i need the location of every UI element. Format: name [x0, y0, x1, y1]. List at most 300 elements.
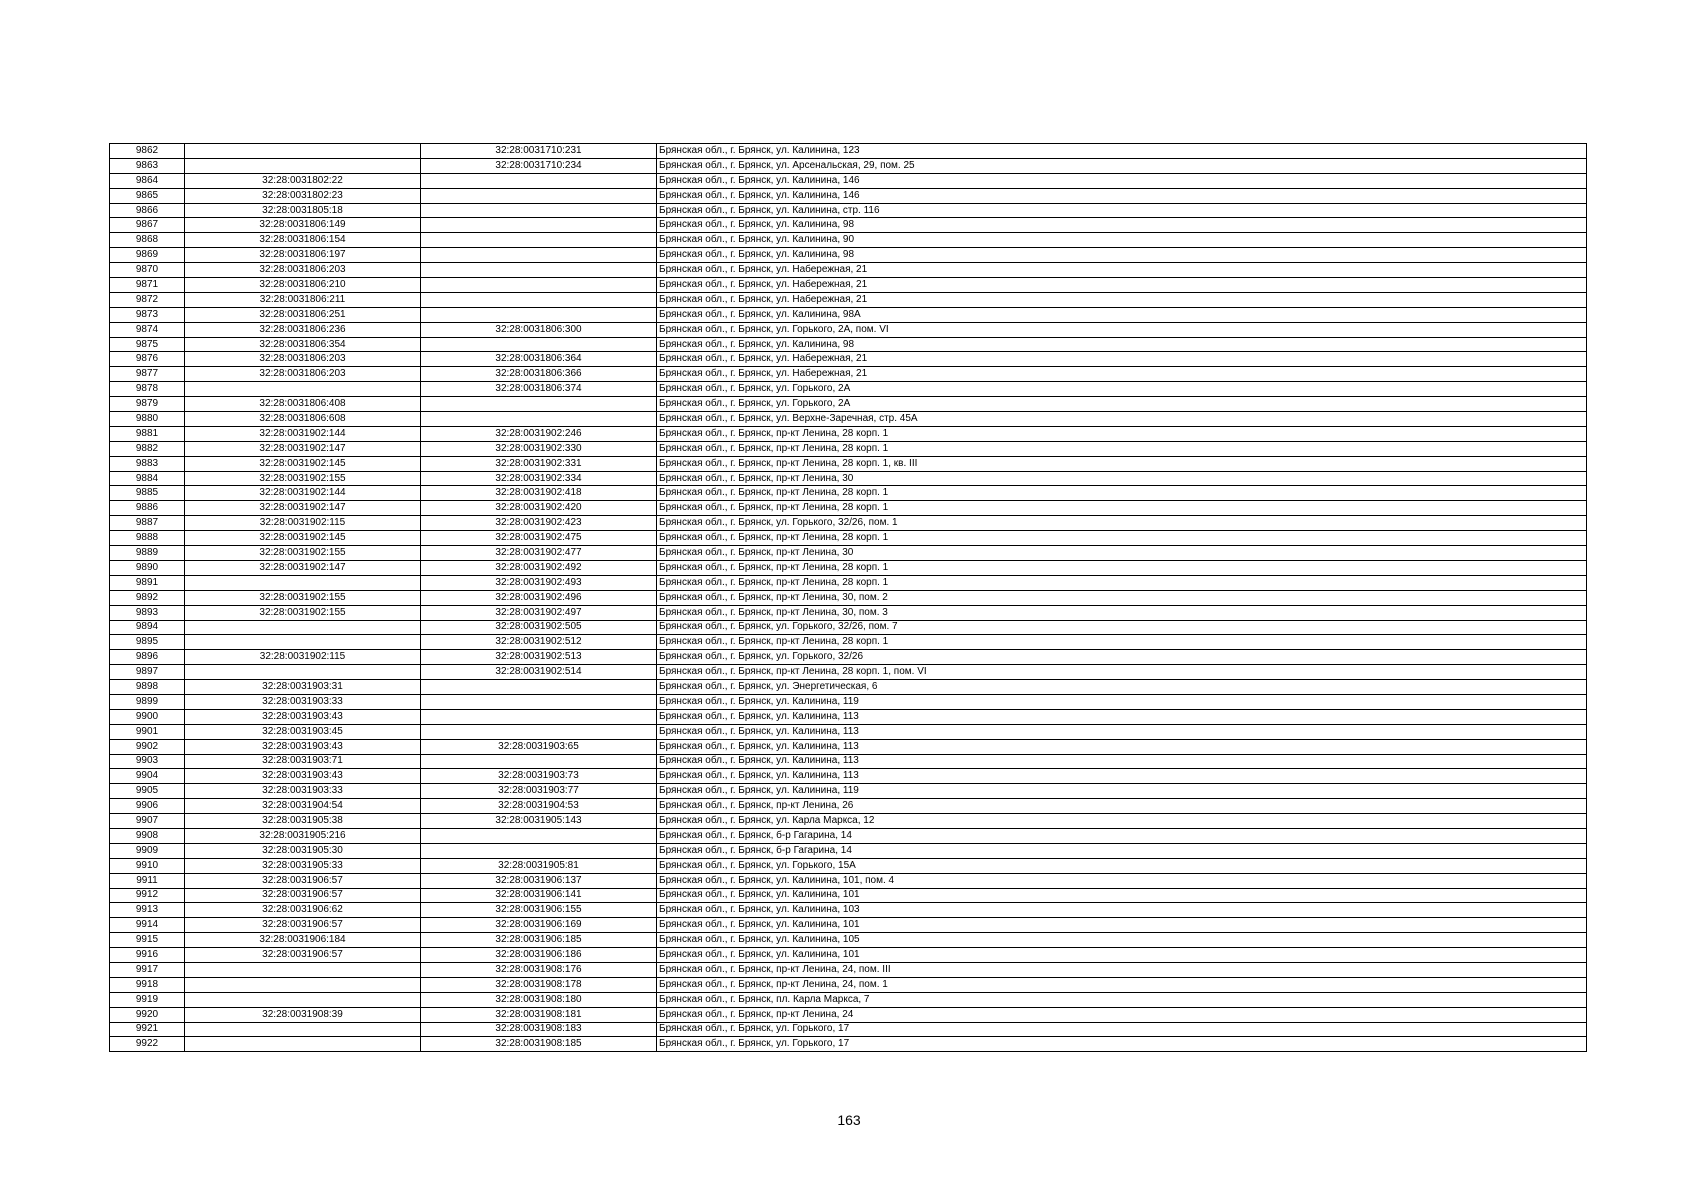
table-row: [110, 501, 1587, 516]
row-number-cell: 9888: [110, 531, 185, 546]
address-cell: Брянская обл., г. Брянск, ул. Карла Маркса, 12: [657, 814, 1587, 829]
table-row: [110, 218, 1587, 233]
row-number-cell: 9907: [110, 814, 185, 829]
row-number-cell: 9891: [110, 575, 185, 590]
row-number-cell: 9878: [110, 382, 185, 397]
address-cell: Брянская обл., г. Брянск, ул. Калинина, 113: [657, 769, 1587, 784]
row-number-cell: 9916: [110, 948, 185, 963]
address-cell: Брянская обл., г. Брянск, ул. Калинина, 101: [657, 918, 1587, 933]
address-cell: Брянская обл., г. Брянск, ул. Калинина, 119: [657, 784, 1587, 799]
address-cell: Брянская обл., г. Брянск, ул. Калинина, стр. 116: [657, 203, 1587, 218]
object-number-cell: 32:28:0031902:420: [421, 501, 657, 516]
parcel-number-cell: 32:28:0031806:408: [185, 397, 421, 412]
row-number-cell: 9862: [110, 144, 185, 159]
object-number-cell: 32:28:0031902:423: [421, 516, 657, 531]
address-cell: Брянская обл., г. Брянск, ул. Горького, 15А: [657, 858, 1587, 873]
address-cell: Брянская обл., г. Брянск, ул. Калинина, 98: [657, 218, 1587, 233]
address-cell: Брянская обл., г. Брянск, ул. Горького, 2А: [657, 397, 1587, 412]
table-row: [110, 992, 1587, 1007]
table-row: [110, 814, 1587, 829]
address-cell: Брянская обл., г. Брянск, ул. Калинина, 90: [657, 233, 1587, 248]
address-cell: Брянская обл., г. Брянск, ул. Калинина, 113: [657, 754, 1587, 769]
object-number-cell: [421, 248, 657, 263]
row-number-cell: 9879: [110, 397, 185, 412]
object-number-cell: [421, 292, 657, 307]
parcel-number-cell: [185, 144, 421, 159]
table-row: [110, 531, 1587, 546]
parcel-number-cell: 32:28:0031906:57: [185, 873, 421, 888]
table-row: [110, 948, 1587, 963]
parcel-number-cell: 32:28:0031806:203: [185, 367, 421, 382]
parcel-number-cell: 32:28:0031802:23: [185, 188, 421, 203]
row-number-cell: 9922: [110, 1037, 185, 1052]
row-number-cell: 9881: [110, 426, 185, 441]
row-number-cell: 9920: [110, 1007, 185, 1022]
row-number-cell: 9897: [110, 665, 185, 680]
parcel-number-cell: 32:28:0031902:145: [185, 456, 421, 471]
parcel-number-cell: [185, 382, 421, 397]
row-number-cell: 9867: [110, 218, 185, 233]
address-cell: Брянская обл., г. Брянск, ул. Набережная, 21: [657, 352, 1587, 367]
parcel-number-cell: 32:28:0031906:57: [185, 948, 421, 963]
row-number-cell: 9910: [110, 858, 185, 873]
table-row: [110, 873, 1587, 888]
table-row: [110, 977, 1587, 992]
row-number-cell: 9906: [110, 799, 185, 814]
row-number-cell: 9885: [110, 486, 185, 501]
object-number-cell: [421, 828, 657, 843]
parcel-number-cell: 32:28:0031806:149: [185, 218, 421, 233]
parcel-number-cell: 32:28:0031806:354: [185, 337, 421, 352]
table-row: [110, 754, 1587, 769]
registry-table-body: [110, 144, 1587, 1052]
parcel-number-cell: 32:28:0031902:147: [185, 501, 421, 516]
address-cell: Брянская обл., г. Брянск, ул. Набережная, 21: [657, 292, 1587, 307]
table-row: [110, 635, 1587, 650]
table-row: [110, 590, 1587, 605]
address-cell: Брянская обл., г. Брянск, пр-кт Ленина, 24, пом. 1: [657, 977, 1587, 992]
object-number-cell: 32:28:0031806:366: [421, 367, 657, 382]
address-cell: Брянская обл., г. Брянск, ул. Калинина, 123: [657, 144, 1587, 159]
object-number-cell: 32:28:0031906:186: [421, 948, 657, 963]
table-row: [110, 888, 1587, 903]
row-number-cell: 9871: [110, 278, 185, 293]
address-cell: Брянская обл., г. Брянск, ул. Калинина, 113: [657, 724, 1587, 739]
row-number-cell: 9877: [110, 367, 185, 382]
table-row: [110, 933, 1587, 948]
object-number-cell: 32:28:0031903:65: [421, 739, 657, 754]
row-number-cell: 9921: [110, 1022, 185, 1037]
row-number-cell: 9898: [110, 680, 185, 695]
parcel-number-cell: 32:28:0031806:203: [185, 352, 421, 367]
address-cell: Брянская обл., г. Брянск, ул. Горького, 2А: [657, 382, 1587, 397]
parcel-number-cell: [185, 158, 421, 173]
object-number-cell: [421, 278, 657, 293]
table-row: [110, 575, 1587, 590]
parcel-number-cell: 32:28:0031908:39: [185, 1007, 421, 1022]
parcel-number-cell: 32:28:0031806:236: [185, 322, 421, 337]
address-cell: Брянская обл., г. Брянск, пр-кт Ленина, 30, пом. 2: [657, 590, 1587, 605]
object-number-cell: [421, 337, 657, 352]
object-number-cell: 32:28:0031906:137: [421, 873, 657, 888]
address-cell: Брянская обл., г. Брянск, ул. Арсенальская, 29, пом. 25: [657, 158, 1587, 173]
address-cell: Брянская обл., г. Брянск, ул. Калинина, 146: [657, 188, 1587, 203]
address-cell: Брянская обл., г. Брянск, ул. Горького, 17: [657, 1022, 1587, 1037]
object-number-cell: 32:28:0031902:330: [421, 441, 657, 456]
table-row: [110, 292, 1587, 307]
address-cell: Брянская обл., г. Брянск, пр-кт Ленина, 24, пом. III: [657, 962, 1587, 977]
parcel-number-cell: [185, 962, 421, 977]
parcel-number-cell: 32:28:0031903:71: [185, 754, 421, 769]
address-cell: Брянская обл., г. Брянск, пр-кт Ленина, 28 корп. 1: [657, 531, 1587, 546]
table-row: [110, 173, 1587, 188]
parcel-number-cell: 32:28:0031903:43: [185, 739, 421, 754]
parcel-number-cell: 32:28:0031902:155: [185, 471, 421, 486]
table-row: [110, 322, 1587, 337]
parcel-number-cell: 32:28:0031903:43: [185, 769, 421, 784]
object-number-cell: [421, 724, 657, 739]
row-number-cell: 9869: [110, 248, 185, 263]
address-cell: Брянская обл., г. Брянск, пр-кт Ленина, 28 корп. 1, пом. VI: [657, 665, 1587, 680]
parcel-number-cell: 32:28:0031902:145: [185, 531, 421, 546]
row-number-cell: 9918: [110, 977, 185, 992]
object-number-cell: 32:28:0031902:505: [421, 620, 657, 635]
address-cell: Брянская обл., г. Брянск, пр-кт Ленина, 26: [657, 799, 1587, 814]
object-number-cell: [421, 397, 657, 412]
row-number-cell: 9896: [110, 650, 185, 665]
table-row: [110, 739, 1587, 754]
row-number-cell: 9882: [110, 441, 185, 456]
address-cell: Брянская обл., г. Брянск, б-р Гагарина, 14: [657, 828, 1587, 843]
parcel-number-cell: 32:28:0031903:43: [185, 709, 421, 724]
table-row: [110, 680, 1587, 695]
address-cell: Брянская обл., г. Брянск, пр-кт Ленина, 28 корп. 1: [657, 441, 1587, 456]
row-number-cell: 9883: [110, 456, 185, 471]
parcel-number-cell: [185, 1037, 421, 1052]
row-number-cell: 9899: [110, 694, 185, 709]
address-cell: Брянская обл., г. Брянск, пр-кт Ленина, 28 корп. 1: [657, 426, 1587, 441]
parcel-number-cell: 32:28:0031906:57: [185, 888, 421, 903]
row-number-cell: 9889: [110, 546, 185, 561]
object-number-cell: 32:28:0031903:73: [421, 769, 657, 784]
parcel-number-cell: [185, 665, 421, 680]
row-number-cell: 9909: [110, 843, 185, 858]
table-row: [110, 278, 1587, 293]
object-number-cell: 32:28:0031902:475: [421, 531, 657, 546]
row-number-cell: 9887: [110, 516, 185, 531]
object-number-cell: 32:28:0031902:513: [421, 650, 657, 665]
row-number-cell: 9903: [110, 754, 185, 769]
address-cell: Брянская обл., г. Брянск, пр-кт Ленина, 30: [657, 471, 1587, 486]
table-row: [110, 352, 1587, 367]
parcel-number-cell: 32:28:0031806:203: [185, 263, 421, 278]
object-number-cell: 32:28:0031902:418: [421, 486, 657, 501]
table-row: [110, 486, 1587, 501]
table-row: [110, 441, 1587, 456]
row-number-cell: 9917: [110, 962, 185, 977]
object-number-cell: 32:28:0031710:234: [421, 158, 657, 173]
address-cell: Брянская обл., г. Брянск, ул. Калинина, 105: [657, 933, 1587, 948]
object-number-cell: 32:28:0031902:331: [421, 456, 657, 471]
parcel-number-cell: 32:28:0031906:62: [185, 903, 421, 918]
object-number-cell: 32:28:0031806:364: [421, 352, 657, 367]
parcel-number-cell: 32:28:0031902:155: [185, 590, 421, 605]
row-number-cell: 9873: [110, 307, 185, 322]
parcel-number-cell: 32:28:0031904:54: [185, 799, 421, 814]
row-number-cell: 9870: [110, 263, 185, 278]
parcel-number-cell: 32:28:0031905:216: [185, 828, 421, 843]
object-number-cell: 32:28:0031902:334: [421, 471, 657, 486]
table-row: [110, 263, 1587, 278]
row-number-cell: 9902: [110, 739, 185, 754]
row-number-cell: 9904: [110, 769, 185, 784]
row-number-cell: 9900: [110, 709, 185, 724]
address-cell: Брянская обл., г. Брянск, ул. Калинина, 101: [657, 888, 1587, 903]
table-row: [110, 337, 1587, 352]
object-number-cell: 32:28:0031903:77: [421, 784, 657, 799]
address-cell: Брянская обл., г. Брянск, пр-кт Ленина, 30: [657, 546, 1587, 561]
table-row: [110, 724, 1587, 739]
object-number-cell: 32:28:0031902:246: [421, 426, 657, 441]
table-row: [110, 426, 1587, 441]
address-cell: Брянская обл., г. Брянск, ул. Калинина, 101, пом. 4: [657, 873, 1587, 888]
table-row: [110, 367, 1587, 382]
object-number-cell: 32:28:0031902:492: [421, 560, 657, 575]
table-row: [110, 203, 1587, 218]
object-number-cell: 32:28:0031806:300: [421, 322, 657, 337]
table-row: [110, 397, 1587, 412]
parcel-number-cell: 32:28:0031902:155: [185, 546, 421, 561]
object-number-cell: 32:28:0031902:496: [421, 590, 657, 605]
address-cell: Брянская обл., г. Брянск, пр-кт Ленина, 28 корп. 1: [657, 486, 1587, 501]
table-row: [110, 843, 1587, 858]
row-number-cell: 9890: [110, 560, 185, 575]
table-row: [110, 546, 1587, 561]
table-row: [110, 382, 1587, 397]
parcel-number-cell: 32:28:0031905:33: [185, 858, 421, 873]
address-cell: Брянская обл., г. Брянск, ул. Калинина, 113: [657, 709, 1587, 724]
object-number-cell: 32:28:0031904:53: [421, 799, 657, 814]
table-row: [110, 471, 1587, 486]
object-number-cell: [421, 843, 657, 858]
object-number-cell: 32:28:0031906:155: [421, 903, 657, 918]
address-cell: Брянская обл., г. Брянск, ул. Калинина, 146: [657, 173, 1587, 188]
object-number-cell: 32:28:0031908:180: [421, 992, 657, 1007]
row-number-cell: 9868: [110, 233, 185, 248]
address-cell: Брянская обл., г. Брянск, ул. Горького, 32/26, пом. 1: [657, 516, 1587, 531]
object-number-cell: [421, 233, 657, 248]
address-cell: Брянская обл., г. Брянск, ул. Калинина, 103: [657, 903, 1587, 918]
table-row: [110, 962, 1587, 977]
row-number-cell: 9864: [110, 173, 185, 188]
address-cell: Брянская обл., г. Брянск, пр-кт Ленина, 28 корп. 1: [657, 501, 1587, 516]
object-number-cell: 32:28:0031902:477: [421, 546, 657, 561]
object-number-cell: 32:28:0031908:183: [421, 1022, 657, 1037]
parcel-number-cell: 32:28:0031806:251: [185, 307, 421, 322]
object-number-cell: 32:28:0031902:512: [421, 635, 657, 650]
address-cell: Брянская обл., г. Брянск, ул. Горького, 32/26: [657, 650, 1587, 665]
object-number-cell: 32:28:0031906:185: [421, 933, 657, 948]
table-row: [110, 605, 1587, 620]
row-number-cell: 9895: [110, 635, 185, 650]
parcel-number-cell: 32:28:0031902:144: [185, 426, 421, 441]
address-cell: Брянская обл., г. Брянск, ул. Калинина, 101: [657, 948, 1587, 963]
row-number-cell: 9912: [110, 888, 185, 903]
object-number-cell: [421, 694, 657, 709]
address-cell: Брянская обл., г. Брянск, ул. Горького, 17: [657, 1037, 1587, 1052]
object-number-cell: 32:28:0031902:493: [421, 575, 657, 590]
parcel-number-cell: [185, 575, 421, 590]
object-number-cell: 32:28:0031710:231: [421, 144, 657, 159]
object-number-cell: [421, 173, 657, 188]
table-row: [110, 620, 1587, 635]
table-row: [110, 665, 1587, 680]
table-row: [110, 248, 1587, 263]
object-number-cell: [421, 412, 657, 427]
parcel-number-cell: 32:28:0031902:144: [185, 486, 421, 501]
parcel-number-cell: 32:28:0031903:33: [185, 784, 421, 799]
address-cell: Брянская обл., г. Брянск, пр-кт Ленина, 28 корп. 1: [657, 560, 1587, 575]
parcel-number-cell: 32:28:0031902:115: [185, 650, 421, 665]
table-row: [110, 799, 1587, 814]
row-number-cell: 9874: [110, 322, 185, 337]
row-number-cell: 9915: [110, 933, 185, 948]
table-row: [110, 158, 1587, 173]
table-row: [110, 516, 1587, 531]
parcel-number-cell: 32:28:0031902:147: [185, 441, 421, 456]
row-number-cell: 9863: [110, 158, 185, 173]
object-number-cell: [421, 307, 657, 322]
parcel-number-cell: [185, 992, 421, 1007]
row-number-cell: 9872: [110, 292, 185, 307]
object-number-cell: 32:28:0031908:181: [421, 1007, 657, 1022]
address-cell: Брянская обл., г. Брянск, ул. Горького, 2А, пом. VI: [657, 322, 1587, 337]
address-cell: Брянская обл., г. Брянск, пр-кт Ленина, 24: [657, 1007, 1587, 1022]
address-cell: Брянская обл., г. Брянск, ул. Набережная, 21: [657, 263, 1587, 278]
object-number-cell: [421, 709, 657, 724]
object-number-cell: 32:28:0031906:169: [421, 918, 657, 933]
object-number-cell: 32:28:0031908:176: [421, 962, 657, 977]
address-cell: Брянская обл., г. Брянск, пр-кт Ленина, 28 корп. 1: [657, 635, 1587, 650]
object-number-cell: [421, 188, 657, 203]
address-cell: Брянская обл., г. Брянск, ул. Калинина, 113: [657, 739, 1587, 754]
address-cell: Брянская обл., г. Брянск, пр-кт Ленина, 30, пом. 3: [657, 605, 1587, 620]
row-number-cell: 9905: [110, 784, 185, 799]
parcel-number-cell: [185, 977, 421, 992]
parcel-number-cell: 32:28:0031806:154: [185, 233, 421, 248]
row-number-cell: 9908: [110, 828, 185, 843]
page-number: 163: [837, 1112, 861, 1128]
address-cell: Брянская обл., г. Брянск, ул. Калинина, 98: [657, 337, 1587, 352]
table-row: [110, 1037, 1587, 1052]
address-cell: Брянская обл., г. Брянск, ул. Калинина, 119: [657, 694, 1587, 709]
table-row: [110, 307, 1587, 322]
object-number-cell: [421, 263, 657, 278]
object-number-cell: 32:28:0031902:514: [421, 665, 657, 680]
address-cell: Брянская обл., г. Брянск, ул. Горького, 32/26, пом. 7: [657, 620, 1587, 635]
row-number-cell: 9875: [110, 337, 185, 352]
table-row: [110, 1022, 1587, 1037]
parcel-number-cell: 32:28:0031903:45: [185, 724, 421, 739]
object-number-cell: 32:28:0031806:374: [421, 382, 657, 397]
address-cell: Брянская обл., г. Брянск, пл. Карла Маркса, 7: [657, 992, 1587, 1007]
parcel-number-cell: [185, 620, 421, 635]
row-number-cell: 9901: [110, 724, 185, 739]
row-number-cell: 9865: [110, 188, 185, 203]
registry-table: [109, 143, 1587, 1052]
object-number-cell: 32:28:0031906:141: [421, 888, 657, 903]
parcel-number-cell: 32:28:0031806:197: [185, 248, 421, 263]
parcel-number-cell: 32:28:0031903:33: [185, 694, 421, 709]
address-cell: Брянская обл., г. Брянск, ул. Набережная, 21: [657, 278, 1587, 293]
table-row: [110, 694, 1587, 709]
object-number-cell: 32:28:0031908:185: [421, 1037, 657, 1052]
parcel-number-cell: 32:28:0031905:38: [185, 814, 421, 829]
table-row: [110, 412, 1587, 427]
address-cell: Брянская обл., г. Брянск, ул. Калинина, 98: [657, 248, 1587, 263]
object-number-cell: 32:28:0031908:178: [421, 977, 657, 992]
table-row: [110, 858, 1587, 873]
address-cell: Брянская обл., г. Брянск, пр-кт Ленина, 28 корп. 1, кв. III: [657, 456, 1587, 471]
table-row: [110, 828, 1587, 843]
object-number-cell: 32:28:0031905:81: [421, 858, 657, 873]
object-number-cell: [421, 218, 657, 233]
parcel-number-cell: 32:28:0031905:30: [185, 843, 421, 858]
row-number-cell: 9911: [110, 873, 185, 888]
parcel-number-cell: 32:28:0031806:211: [185, 292, 421, 307]
object-number-cell: [421, 754, 657, 769]
table-row: [110, 233, 1587, 248]
parcel-number-cell: 32:28:0031902:155: [185, 605, 421, 620]
parcel-number-cell: 32:28:0031903:31: [185, 680, 421, 695]
table-row: [110, 560, 1587, 575]
row-number-cell: 9884: [110, 471, 185, 486]
parcel-number-cell: [185, 635, 421, 650]
row-number-cell: 9914: [110, 918, 185, 933]
address-cell: Брянская обл., г. Брянск, б-р Гагарина, 14: [657, 843, 1587, 858]
table-row: [110, 918, 1587, 933]
parcel-number-cell: 32:28:0031902:147: [185, 560, 421, 575]
object-number-cell: [421, 203, 657, 218]
parcel-number-cell: [185, 1022, 421, 1037]
table-row: [110, 1007, 1587, 1022]
object-number-cell: 32:28:0031902:497: [421, 605, 657, 620]
parcel-number-cell: 32:28:0031805:18: [185, 203, 421, 218]
table-row: [110, 456, 1587, 471]
object-number-cell: [421, 680, 657, 695]
address-cell: Брянская обл., г. Брянск, пр-кт Ленина, 28 корп. 1: [657, 575, 1587, 590]
address-cell: Брянская обл., г. Брянск, ул. Энергетическая, 6: [657, 680, 1587, 695]
address-cell: Брянская обл., г. Брянск, ул. Калинина, 98А: [657, 307, 1587, 322]
address-cell: Брянская обл., г. Брянск, ул. Набережная, 21: [657, 367, 1587, 382]
table-row: [110, 188, 1587, 203]
row-number-cell: 9892: [110, 590, 185, 605]
row-number-cell: 9886: [110, 501, 185, 516]
row-number-cell: 9876: [110, 352, 185, 367]
parcel-number-cell: 32:28:0031906:57: [185, 918, 421, 933]
parcel-number-cell: 32:28:0031806:608: [185, 412, 421, 427]
table-row: [110, 709, 1587, 724]
table-row: [110, 903, 1587, 918]
row-number-cell: 9866: [110, 203, 185, 218]
row-number-cell: 9894: [110, 620, 185, 635]
row-number-cell: 9919: [110, 992, 185, 1007]
parcel-number-cell: 32:28:0031802:22: [185, 173, 421, 188]
table-row: [110, 769, 1587, 784]
parcel-number-cell: 32:28:0031906:184: [185, 933, 421, 948]
parcel-number-cell: 32:28:0031902:115: [185, 516, 421, 531]
row-number-cell: 9880: [110, 412, 185, 427]
